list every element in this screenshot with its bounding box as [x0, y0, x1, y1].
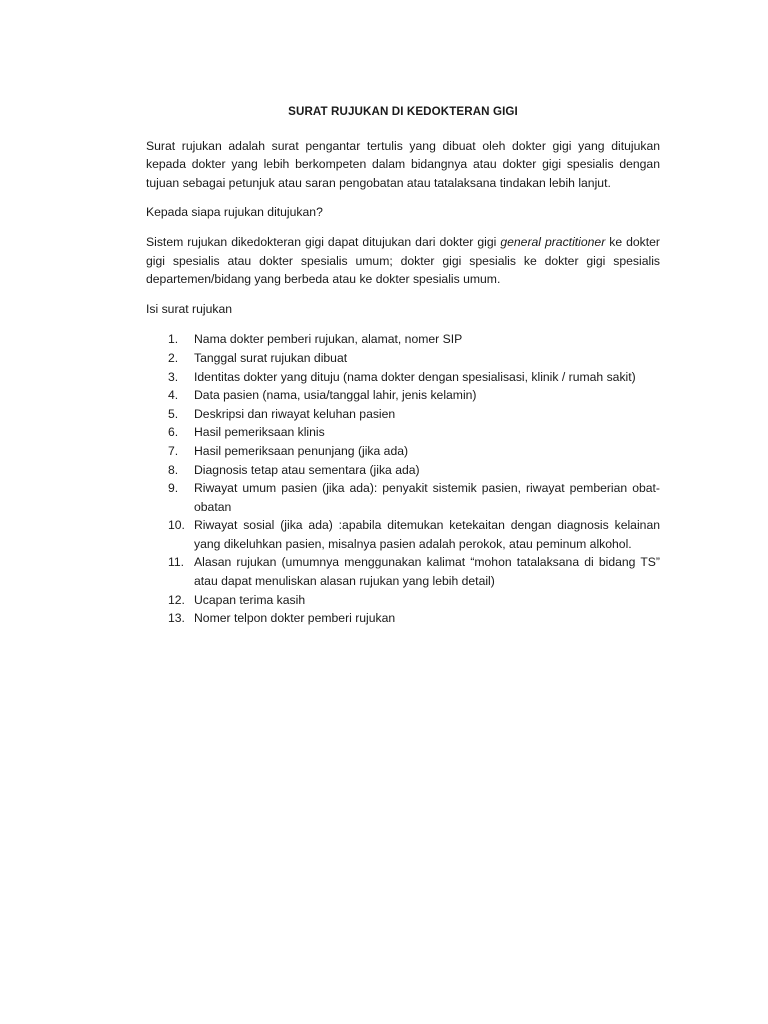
system-paragraph: [146, 233, 660, 289]
list-item-number: 2.: [168, 350, 179, 365]
list-item-text: Hasil pemeriksaan klinis: [194, 425, 325, 440]
contents-heading: Isi surat rujukan: [146, 301, 233, 316]
list-item-text: Data pasien (nama, usia/tanggal lahir, jenis kelamin): [194, 388, 477, 403]
list-item: [146, 442, 660, 461]
list-item: [146, 330, 660, 349]
list-item-number: 5.: [168, 406, 179, 421]
document-content: [146, 103, 660, 628]
list-item: [146, 423, 660, 442]
document-title: SURAT RUJUKAN DI KEDOKTERAN GIGI: [288, 105, 518, 118]
list-item: [146, 349, 660, 368]
list-item: [146, 479, 660, 516]
list-item: [146, 591, 660, 610]
list-item-number: 11.: [168, 555, 185, 570]
system-text-italic: general practitioner: [500, 234, 606, 249]
list-item-number: 1.: [168, 332, 179, 347]
list-item-number: 9.: [168, 481, 179, 496]
list-item-number: 8.: [168, 462, 179, 477]
list-item: [146, 609, 660, 628]
list-item-text: Riwayat umum pasien (jika ada): penyakit sistemik pasien, riwayat pemberian obat-obatan: [194, 481, 660, 514]
system-text-start: Sistem rujukan dikedokteran gigi dapat ditujukan dari dokter gigi: [146, 234, 501, 249]
list-item-text: Identitas dokter yang dituju (nama dokter dengan spesialisasi, klinik / rumah sakit): [194, 369, 636, 384]
list-item-number: 4.: [168, 388, 179, 403]
list-item: [146, 368, 660, 387]
list-item: [146, 405, 660, 424]
list-item-number: 13.: [168, 611, 185, 626]
list-item-text: Alasan rujukan (umumnya menggunakan kalimat “mohon tatalaksana di bidang TS” atau dapat menuliskan alasan rujukan yang lebih detail): [194, 555, 660, 589]
list-item-text: Nama dokter pemberi rujukan, alamat, nomer SIP: [194, 332, 463, 347]
list-item-text: Hasil pemeriksaan penunjang (jika ada): [194, 443, 409, 458]
list-item-number: 6.: [168, 425, 179, 440]
question-line: Kepada siapa rujukan ditujukan?: [146, 205, 323, 220]
contents-list: [146, 330, 660, 628]
list-item-number: 7.: [168, 443, 179, 458]
list-item: [146, 553, 660, 590]
list-item: [146, 461, 660, 480]
list-item-text: Tanggal surat rujukan dibuat: [194, 350, 348, 365]
list-item-text: Diagnosis tetap atau sementara (jika ada): [194, 462, 420, 477]
list-item-text: Deskripsi dan riwayat keluhan pasien: [194, 406, 396, 421]
list-item-text: Nomer telpon dokter pemberi rujukan: [194, 611, 396, 626]
intro-paragraph: Surat rujukan adalah surat pengantar tertulis yang dibuat oleh dokter gigi yang ditujukan kepada dokter yang lebih berkompeten dalam bidangnya atau dokter gigi spesialis dengan tujuan sebagai petunjuk atau saran pengobatan atau tatalaksana tindakan lebih lanjut.: [146, 138, 660, 190]
list-item-number: 3.: [168, 369, 179, 384]
system-text-end: ke dokter gigi spesialis atau dokter spesialis umum; dokter gigi spesialis ke dokter gigi spesialis departemen/bidang yang berbeda atau ke dokter spesialis umum.: [146, 234, 660, 287]
list-item-number: 10.: [168, 518, 185, 533]
list-item-number: 12.: [168, 592, 185, 607]
list-item-text: Riwayat sosial (jika ada) :apabila ditemukan ketekaitan dengan diagnosis kelainan yang dikeluhkan pasien, misalnya pasien adalah perokok, atau peminum alkohol.: [194, 518, 660, 551]
list-item: [146, 386, 660, 405]
list-item: [146, 516, 660, 553]
list-item-text: Ucapan terima kasih: [194, 592, 306, 607]
